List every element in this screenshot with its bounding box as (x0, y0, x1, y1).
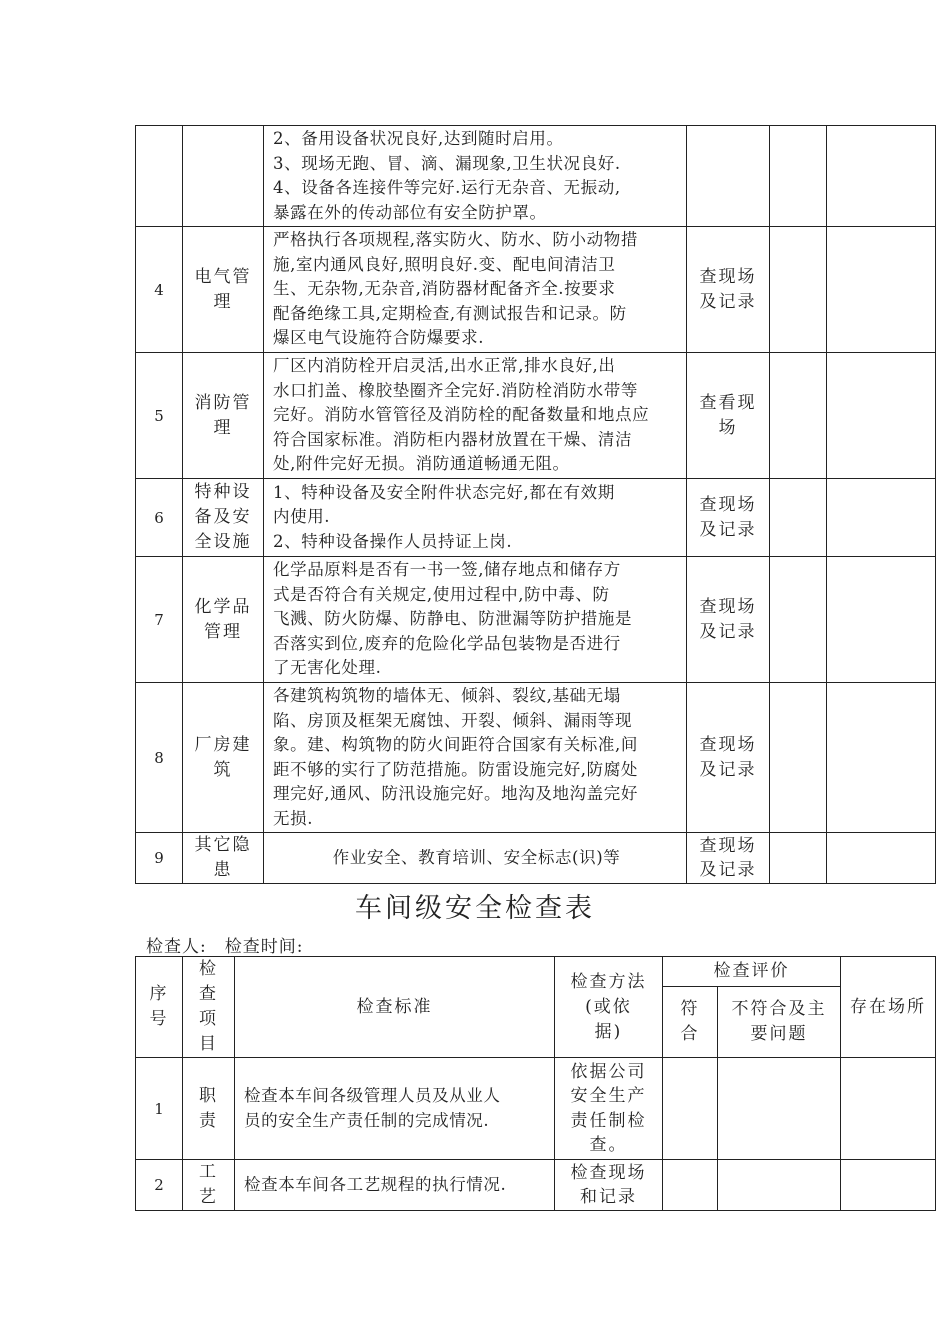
conform-cell (770, 479, 827, 557)
check-item (183, 479, 264, 557)
check-item (183, 683, 264, 833)
check-item-line: 全设施 (194, 532, 252, 552)
location-cell (827, 833, 936, 884)
header-method: 检查方法 (或依 据) (555, 957, 663, 1058)
check-method (687, 833, 770, 884)
page-title: 车间级安全检查表 (355, 893, 595, 924)
check-standard-line: 水口扪盖、橡胶垫圈齐全完好.消防栓消防水带等 (273, 380, 638, 400)
row-number: 4 (136, 227, 183, 353)
table-row (136, 557, 936, 683)
check-standard-line: 爆区电气设施符合防爆要求. (273, 328, 485, 348)
check-standard-line: 各建筑构筑物的墙体无、倾斜、裂纹,基础无塌 (273, 686, 621, 705)
check-item (183, 227, 264, 353)
check-standard-line: 暴露在外的传动部位有安全防护罩。 (273, 202, 547, 222)
location-cell (827, 126, 936, 227)
check-method-line: 检查现场 (570, 1162, 647, 1183)
check-method-line: 查现场 (699, 735, 757, 755)
check-method-line: 查现场 (699, 495, 757, 515)
table-row (136, 227, 936, 353)
header-conform: 符 合 (663, 987, 718, 1058)
check-standard (264, 833, 687, 884)
check-method (555, 1058, 663, 1160)
check-item-line: 其它隐 (194, 835, 252, 855)
check-standard-line: 距不够的实行了防范措施。防雷设施完好,防腐处 (273, 759, 638, 779)
check-item-line: 厂房建 (194, 734, 252, 755)
conform-cell (770, 126, 827, 227)
check-method-line: 查现场 (699, 267, 757, 287)
row-number: 1 (136, 1058, 183, 1160)
check-standard-line: 1、特种设备及安全附件状态完好,都在有效期 (273, 482, 615, 502)
check-standard-line: 完好。消防水管管径及消防栓的配备数量和地点应 (273, 405, 650, 425)
location-cell (841, 1058, 936, 1160)
check-method-line: 及记录 (699, 291, 757, 312)
table-row (136, 833, 936, 884)
safety-check-table-continued (135, 125, 936, 884)
conform-cell (770, 557, 827, 683)
check-method-line: 和记录 (580, 1187, 637, 1207)
check-item (183, 1160, 235, 1211)
location-cell (827, 479, 936, 557)
location-cell (841, 1160, 936, 1211)
check-standard-line: 2、特种设备操作人员持证上岗. (273, 531, 513, 551)
check-method-line: 查现场 (699, 835, 757, 856)
table-row (136, 353, 936, 479)
row-number: 2 (136, 1160, 183, 1211)
check-item (183, 126, 264, 227)
check-standard (264, 126, 687, 227)
check-standard-line: 严格执行各项规程,落实防火、防水、防小动物措 (273, 230, 638, 250)
check-standard-line: 2、备用设备状况良好,达到随时启用。 (273, 129, 564, 148)
conform-cell (770, 833, 827, 884)
check-item-line: 特种设 (194, 482, 252, 502)
check-standard-line: 厂区内消防栓开启灵活,出水正常,排水良好,出 (273, 356, 616, 376)
header-num: 序 号 (136, 957, 183, 1058)
check-item (183, 557, 264, 683)
check-standard-line: 员的安全生产责任制的完成情况. (244, 1110, 490, 1130)
header-item: 检 查 项 目 (183, 957, 235, 1058)
check-standard-line: 处,附件完好无损。消防通道畅通无阻。 (273, 454, 570, 474)
location-cell (827, 227, 936, 353)
header-evaluation: 检查评价 (663, 957, 841, 987)
row-number: 7 (136, 557, 183, 683)
conform-cell (770, 227, 827, 353)
check-method (555, 1160, 663, 1211)
inspection-time-label: 检查时间: (224, 937, 304, 957)
check-item (183, 833, 264, 884)
check-standard (235, 1058, 555, 1160)
inspection-meta (146, 932, 321, 957)
table-row (136, 683, 936, 833)
header-standard: 检查标准 (235, 957, 555, 1058)
workshop-safety-check-table (135, 956, 936, 1211)
header-nonconform: 不符合及主 要问题 (718, 987, 841, 1058)
check-standard-line: 陷、房顶及框架无腐蚀、开裂、倾斜、漏雨等现 (273, 710, 633, 730)
conform-cell (770, 683, 827, 833)
check-method (687, 479, 770, 557)
check-method-line: 查看现 (699, 393, 757, 413)
inspector-label: 检查人: (146, 937, 207, 957)
check-item-line: 化学品 (194, 596, 252, 617)
check-standard-line: 象。建、构筑物的防火间距符合国家有关标准,间 (273, 735, 638, 754)
check-standard-line: 检查本车间各工艺规程的执行情况. (244, 1174, 507, 1194)
check-method-line: 及记录 (699, 519, 757, 540)
check-standard-line: 无损. (273, 808, 314, 828)
check-standard-line: 符合国家标准。消防柜内器材放置在干燥、清洁 (273, 429, 633, 449)
check-standard (264, 479, 687, 557)
check-item-line: 筑 (213, 759, 233, 780)
check-method-line: 查。 (589, 1135, 628, 1155)
conform-cell (770, 353, 827, 479)
check-method (687, 227, 770, 353)
check-method (687, 353, 770, 479)
check-method-line: 及记录 (699, 860, 757, 880)
check-standard-line: 理完好,通风、防汛设施完好。地沟及地沟盖完好 (273, 784, 638, 803)
check-method (687, 126, 770, 227)
check-item-line: 工 (199, 1162, 218, 1182)
check-item (183, 353, 264, 479)
location-cell (827, 353, 936, 479)
check-method-line: 安全生产 (570, 1086, 647, 1106)
check-method (687, 683, 770, 833)
check-item-line: 理 (213, 291, 233, 312)
table-row (136, 126, 936, 227)
check-standard-line: 配备绝缘工具,定期检查,有测试报告和记录。防 (273, 303, 627, 323)
conform-cell (663, 1160, 718, 1211)
check-standard-line: 了无害化处理. (273, 658, 382, 678)
check-standard-line: 3、现场无跑、冒、滴、漏现象,卫生状况良好. (273, 153, 621, 173)
row-number: 9 (136, 833, 183, 884)
check-item-line: 消防管 (194, 392, 252, 413)
check-item-line: 责 (199, 1110, 218, 1131)
check-method-line: 场 (718, 417, 738, 438)
check-item-line: 患 (213, 860, 233, 880)
check-item-line: 艺 (199, 1187, 218, 1207)
check-item-line: 电气管 (194, 266, 252, 287)
nonconform-cell (718, 1058, 841, 1160)
header-location: 存在场所 (841, 957, 936, 1058)
check-item-line: 理 (213, 417, 233, 438)
row-number (136, 126, 183, 227)
check-item-line: 职 (199, 1085, 218, 1106)
check-standard-line: 飞溅、防火防爆、防静电、防泄漏等防护措施是 (273, 609, 633, 629)
row-number: 6 (136, 479, 183, 557)
check-item-line: 备及安 (194, 507, 252, 527)
check-standard (235, 1160, 555, 1211)
table-row (136, 1160, 936, 1211)
check-method (687, 557, 770, 683)
check-standard (264, 557, 687, 683)
check-method-line: 责任制检 (570, 1110, 647, 1131)
check-standard-line: 施,室内通风良好,照明良好.变、配电间清洁卫 (273, 254, 616, 274)
check-standard-line: 化学品原料是否有一书一签,储存地点和储存方 (273, 560, 621, 580)
conform-cell (663, 1058, 718, 1160)
check-item-line: 管理 (204, 621, 242, 642)
nonconform-cell (718, 1160, 841, 1211)
location-cell (827, 557, 936, 683)
check-method-line: 及记录 (699, 621, 757, 642)
check-method-line: 查现场 (699, 597, 757, 617)
table-row (136, 479, 936, 557)
check-method-line: 及记录 (699, 759, 757, 780)
check-standard-line: 4、设备各连接件等完好.运行无杂音、无振动, (273, 178, 621, 197)
check-method-line: 依据公司 (570, 1061, 647, 1082)
check-item (183, 1058, 235, 1160)
check-standard-line: 内使用. (273, 507, 331, 527)
check-standard (264, 353, 687, 479)
row-number: 8 (136, 683, 183, 833)
check-standard-line: 作业安全、教育培训、安全标志(识)等 (332, 847, 621, 867)
location-cell (827, 683, 936, 833)
check-standard-line: 式是否符合有关规定,使用过程中,防中毒、防 (273, 584, 610, 604)
table-row (136, 1058, 936, 1160)
row-number: 5 (136, 353, 183, 479)
check-standard (264, 227, 687, 353)
check-standard-line: 否落实到位,废弃的危险化学品包装物是否进行 (273, 633, 621, 653)
check-standard (264, 683, 687, 833)
check-standard-line: 检查本车间各级管理人员及从业人 (244, 1086, 501, 1105)
check-standard-line: 生、无杂物,无杂音,消防器材配备齐全.按要求 (273, 279, 616, 299)
